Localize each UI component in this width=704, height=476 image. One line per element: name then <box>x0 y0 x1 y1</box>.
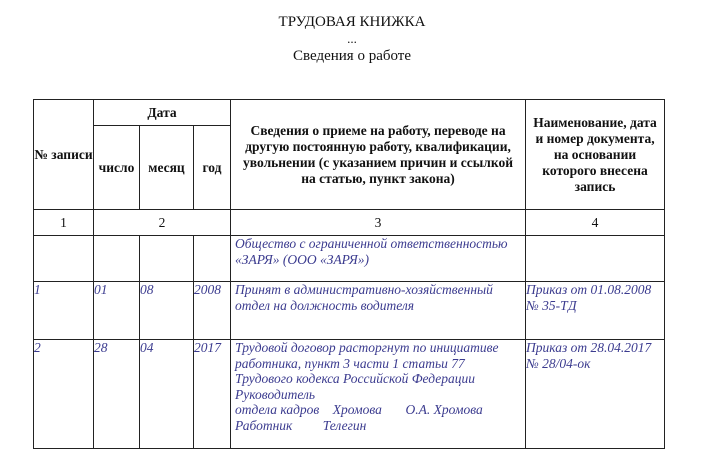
column-number-3: 3 <box>231 210 526 236</box>
column-number-4: 4 <box>526 210 665 236</box>
record-day: 01 <box>94 282 140 340</box>
header-info: Сведения о приеме на работу, переводе на другую постоянную работу, квалификации, увольнении (с указанием причин и ссылкой на статью, пункт закона) <box>231 100 526 210</box>
record-month: 08 <box>140 282 194 340</box>
header-basis: Наименование, дата и номер документа, на основании которого внесена запись <box>526 100 665 210</box>
record-basis: Приказ от 01.08.2008 № 35-ТД <box>526 282 665 340</box>
signature-line: Работник Телегин <box>235 417 367 433</box>
record-info: Принят в административно-хозяйственный отдел на должность водителя <box>231 282 526 340</box>
record-info-cell <box>231 340 526 449</box>
table-row <box>34 340 665 449</box>
record-day: 28 <box>94 340 140 449</box>
header-day: число <box>94 126 140 210</box>
header-record-no: № записи <box>34 100 94 210</box>
document-subtitle: Сведения о работе <box>292 48 411 64</box>
organization-name: Общество с ограниченной ответственностью «ЗАРЯ» (ООО «ЗАРЯ») <box>231 236 526 282</box>
header-date: Дата <box>94 100 231 126</box>
table-row <box>34 282 665 340</box>
record-no: 2 <box>34 340 94 449</box>
signature-line: Руководитель <box>235 386 316 402</box>
record-no: 1 <box>34 282 94 340</box>
header-month: месяц <box>140 126 194 210</box>
header-year: год <box>194 126 231 210</box>
work-record-table <box>33 99 665 449</box>
column-number-1: 1 <box>34 210 94 236</box>
document-title: ТРУДОВАЯ КНИЖКА <box>278 14 426 30</box>
record-year: 2017 <box>194 340 231 449</box>
signature-line: отдела кадров Хромова О.А. Хромова <box>235 402 483 417</box>
record-basis: Приказ от 28.04.2017 № 28/04-ок <box>526 340 665 449</box>
record-year: 2008 <box>194 282 231 340</box>
ellipsis: ... <box>347 31 357 46</box>
record-info: Трудовой договор расторгнут по инициативе работника, пункт 3 части 1 статьи 77 Трудового кодекса Российской Федерации <box>235 340 499 386</box>
column-number-2: 2 <box>94 210 231 236</box>
record-month: 04 <box>140 340 194 449</box>
